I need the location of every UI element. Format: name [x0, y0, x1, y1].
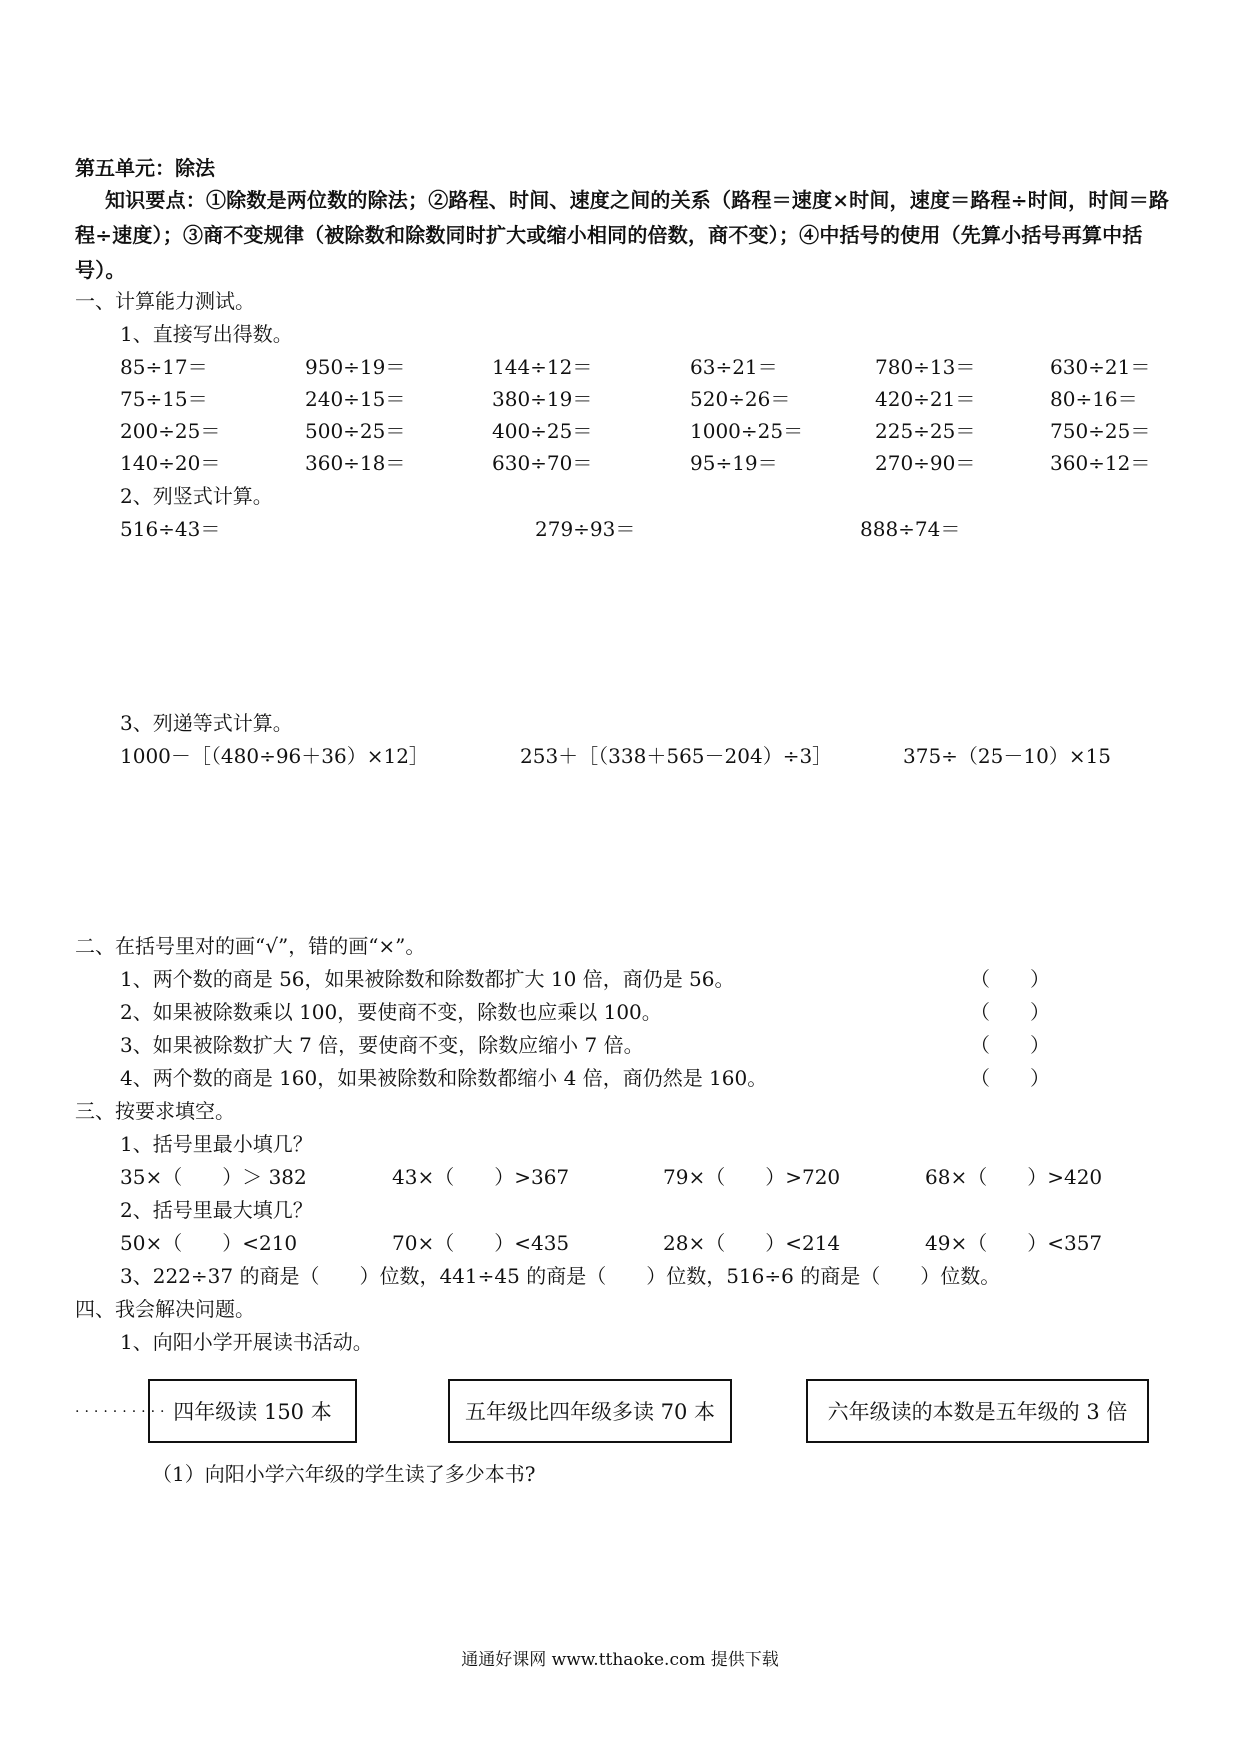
unit-title: 第五单元：除法	[75, 156, 215, 180]
info-box-grade6: 六年级读的本数是五年级的 3 倍	[806, 1379, 1149, 1443]
grid-cell: 1000÷25＝	[690, 419, 804, 443]
grid-cell: 240÷15＝	[305, 387, 406, 411]
fill-min-title: 1、括号里最小填几？	[120, 1132, 313, 1156]
grid-cell: 630÷21＝	[1050, 355, 1151, 379]
section1-heading: 一、计算能力测试。	[75, 289, 255, 313]
fill-item: 35×（ ）＞ 382	[120, 1165, 307, 1189]
tf-item: 4、两个数的商是 160，如果被除数和除数都缩小 4 倍，商仍然是 160。	[120, 1066, 768, 1090]
grid-cell: 63÷21＝	[690, 355, 778, 379]
answer-paren[interactable]: （ ）	[970, 1000, 1050, 1024]
grid-cell: 95÷19＝	[690, 451, 778, 475]
q3-title: 3、列递等式计算。	[120, 711, 293, 735]
info-box-grade5: 五年级比四年级多读 70 本	[448, 1379, 732, 1443]
grid-cell: 200÷25＝	[120, 419, 221, 443]
quotient-digits-question: 3、222÷37 的商是（ ）位数，441÷45 的商是（ ）位数，516÷6 的商是（ ）位数。	[120, 1264, 1001, 1288]
fill-item: 68×（ ）>420	[925, 1165, 1103, 1189]
stepwise-item: 1000－［（480÷96＋36）×12］	[120, 744, 429, 768]
grid-cell: 270÷90＝	[875, 451, 976, 475]
grid-cell: 500÷25＝	[305, 419, 406, 443]
vertical-calc-item: 516÷43＝	[120, 517, 221, 541]
grid-cell: 85÷17＝	[120, 355, 208, 379]
tf-item: 1、两个数的商是 56，如果被除数和除数都扩大 10 倍，商仍是 56。	[120, 967, 735, 991]
grid-cell: 780÷13＝	[875, 355, 976, 379]
tf-item: 3、如果被除数扩大 7 倍，要使商不变，除数应缩小 7 倍。	[120, 1033, 644, 1057]
grid-cell: 420÷21＝	[875, 387, 976, 411]
fill-item: 70×（ ）<435	[392, 1231, 570, 1255]
stepwise-item: 375÷（25－10）×15	[903, 744, 1112, 768]
q2-title: 2、列竖式计算。	[120, 484, 273, 508]
grid-cell: 75÷15＝	[120, 387, 208, 411]
footer-source: 通通好课网 www.tthaoke.com 提供下载	[461, 1650, 779, 1670]
vertical-calc-item: 279÷93＝	[535, 517, 636, 541]
section4-heading: 四、我会解决问题。	[75, 1297, 255, 1321]
fill-item: 50×（ ）<210	[120, 1231, 298, 1255]
stepwise-item: 253＋［（338＋565－204）÷3］	[520, 744, 833, 768]
fill-item: 49×（ ）<357	[925, 1231, 1103, 1255]
q1-title: 1、直接写出得数。	[120, 322, 293, 346]
answer-paren[interactable]: （ ）	[970, 967, 1050, 991]
section3-heading: 三、按要求填空。	[75, 1099, 235, 1123]
problem1-title: 1、向阳小学开展读书活动。	[120, 1330, 373, 1354]
fill-item: 43×（ ）>367	[392, 1165, 570, 1189]
grid-cell: 950÷19＝	[305, 355, 406, 379]
fill-item: 28×（ ）<214	[663, 1231, 841, 1255]
grid-cell: 140÷20＝	[120, 451, 221, 475]
answer-paren[interactable]: （ ）	[970, 1066, 1050, 1090]
grid-cell: 750÷25＝	[1050, 419, 1151, 443]
grid-cell: 380÷19＝	[492, 387, 593, 411]
grid-cell: 520÷26＝	[690, 387, 791, 411]
fill-max-title: 2、括号里最大填几？	[120, 1198, 313, 1222]
fill-item: 79×（ ）>720	[663, 1165, 841, 1189]
info-box-grade4: 四年级读 150 本	[148, 1379, 357, 1443]
sub-question: （1）向阳小学六年级的学生读了多少本书?	[152, 1462, 536, 1486]
grid-cell: 630÷70＝	[492, 451, 593, 475]
grid-cell: 400÷25＝	[492, 419, 593, 443]
grid-cell: 144÷12＝	[492, 355, 593, 379]
knowledge-points: 知识要点：①除数是两位数的除法；②路程、时间、速度之间的关系（路程＝速度×时间，速度＝路程÷时间，时间＝路程÷速度）；③商不变规律（被除数和除数同时扩大或缩小相同的倍数，商不变）；④中括号的使用（先算小括号再算中括号）。	[75, 188, 1170, 282]
grid-cell: 80÷16＝	[1050, 387, 1138, 411]
grid-cell: 360÷18＝	[305, 451, 406, 475]
grid-cell: 360÷12＝	[1050, 451, 1151, 475]
answer-paren[interactable]: （ ）	[970, 1033, 1050, 1057]
tf-item: 2、如果被除数乘以 100，要使商不变，除数也应乘以 100。	[120, 1000, 662, 1024]
vertical-calc-item: 888÷74＝	[860, 517, 961, 541]
grid-cell: 225÷25＝	[875, 419, 976, 443]
dotted-leader: ..........	[75, 1400, 170, 1416]
section2-heading: 二、在括号里对的画“√”，错的画“×”。	[75, 934, 426, 958]
